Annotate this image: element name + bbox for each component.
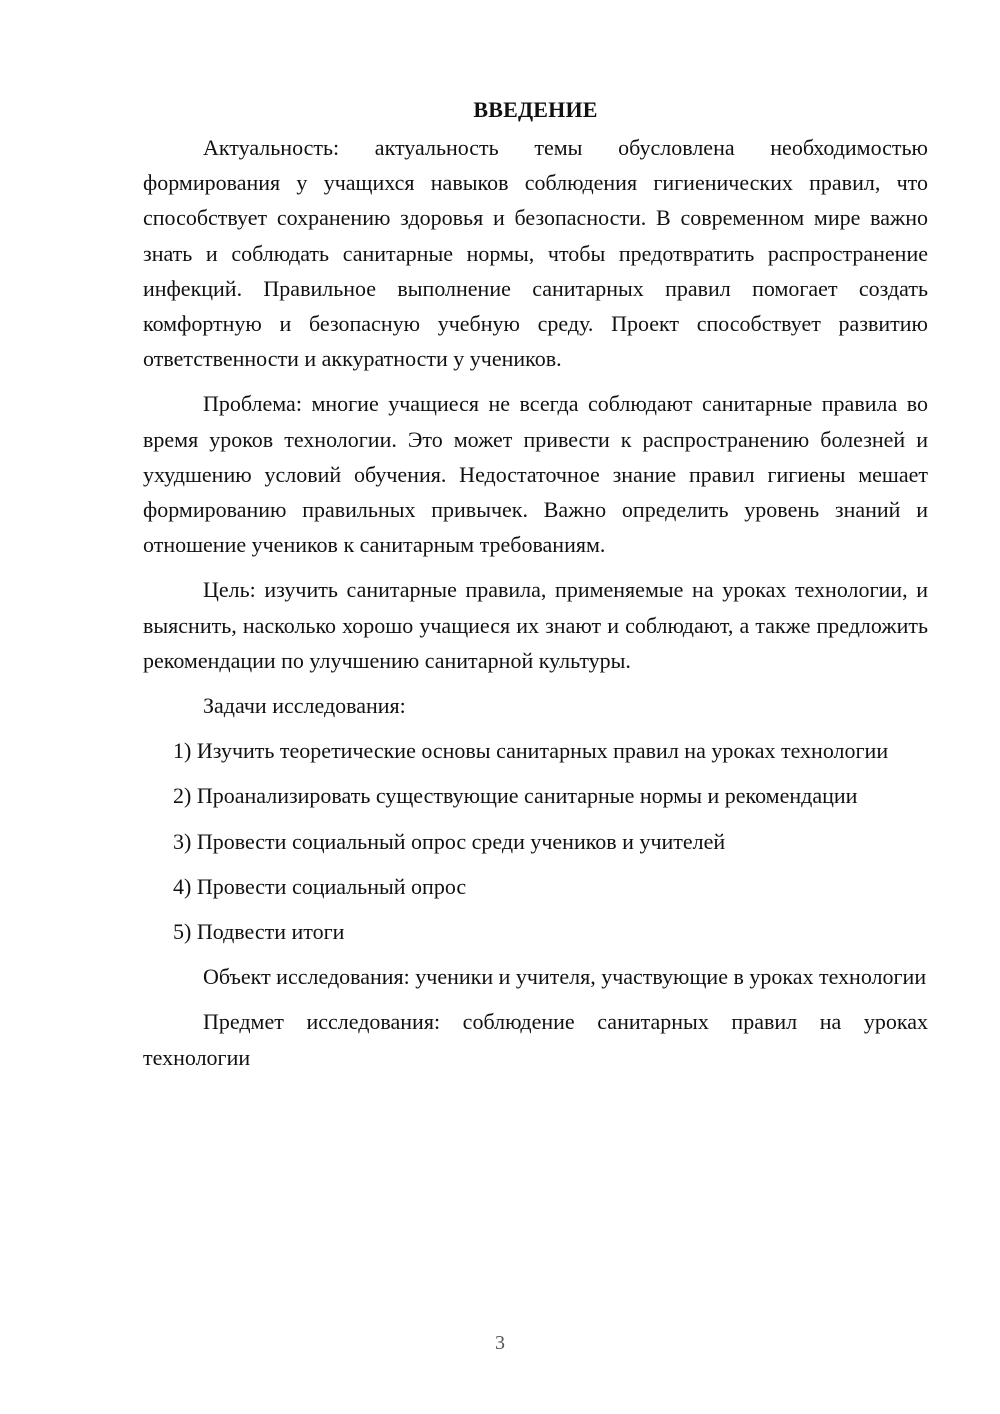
task-item: 5) Подвести итоги: [173, 919, 345, 945]
paragraph-subject: Предмет исследования: соблюдение санитарных правил на уроках технологии: [143, 1009, 928, 1070]
task-item: 4) Провести социальный опрос: [173, 873, 467, 899]
page-number: 3: [495, 1332, 505, 1354]
task-item: 1) Изучить теоретические основы санитарных правил на уроках технологии: [173, 738, 889, 764]
paragraph-goal: Цель: изучить санитарные правила, применяемые на уроках технологии, и выяснить, насколько хорошо учащиеся их знают и соблюдают, а также предложить рекомендации по улучшению санитарной культуры.: [143, 577, 928, 673]
section-title: ВВЕДЕНИЕ: [473, 97, 598, 122]
task-item: 2) Проанализировать существующие санитарные нормы и рекомендации: [173, 783, 858, 809]
tasks-heading: Задачи исследования:: [203, 693, 406, 719]
paragraph-relevance: Актуальность: актуальность темы обусловлена необходимостью формирования у учащихся навыков соблюдения гигиенических правил, что способствует сохранению здоровья и безопасности. В современном мире важно знать и соблюдать санитарные нормы, чтобы предотвратить распространение инфекций. Правильное выполнение санитарных правил помогает создать комфортную и безопасную учебную среду. Проект способствует развитию ответственности и аккуратности у учеников.: [143, 135, 928, 372]
paragraph-object: Объект исследования: ученики и учителя, участвующие в уроках технологии: [203, 964, 927, 990]
page-content: [143, 92, 928, 1085]
tasks-list: [143, 733, 928, 949]
task-item: 3) Провести социальный опрос среди учеников и учителей: [173, 828, 726, 854]
paragraph-problem: Проблема: многие учащиеся не всегда соблюдают санитарные правила во время уроков технологии. Это может привести к распространению болезней и ухудшению условий обучения. Недостаточное знание правил гигиены мешает формированию правильных привычек. Важно определить уровень знаний и отношение учеников к санитарным требованиям.: [143, 391, 928, 558]
